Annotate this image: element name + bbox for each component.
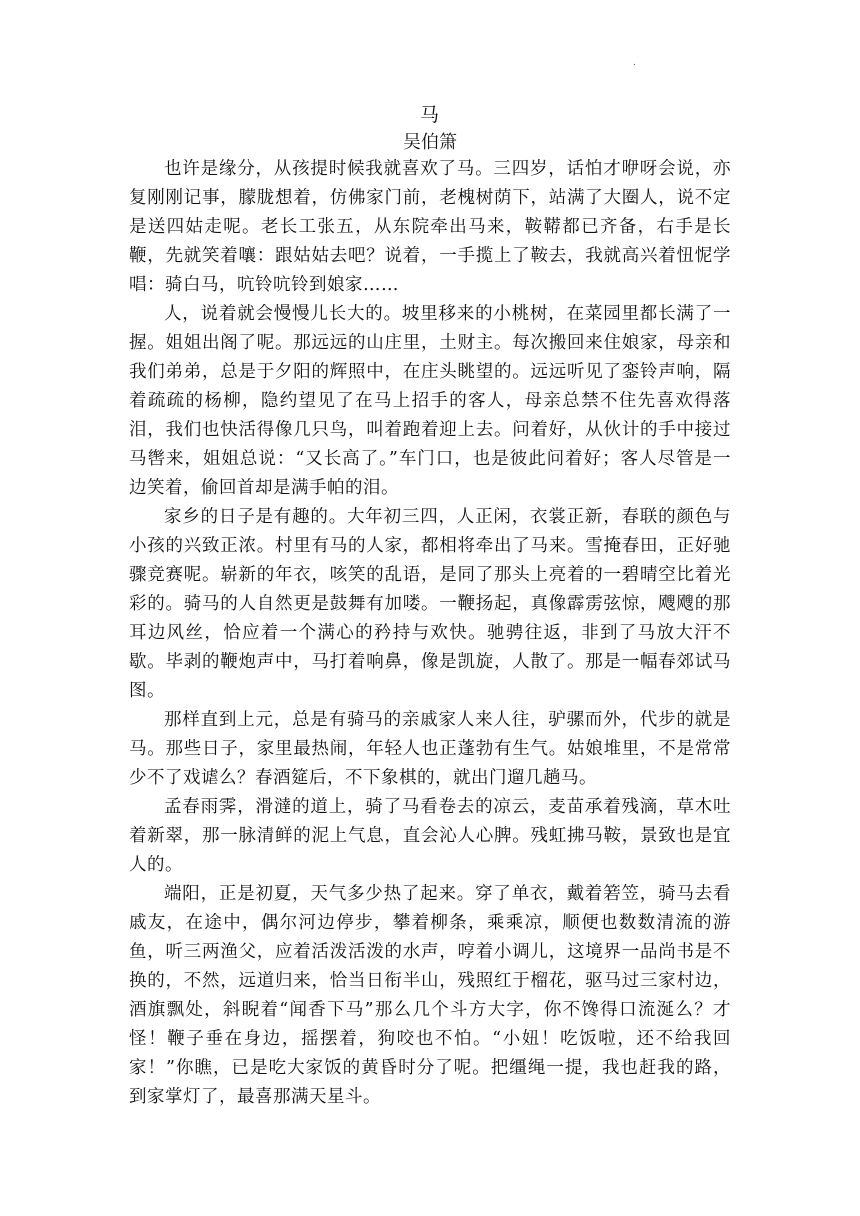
paragraph: 人，说着就会慢慢儿长大的。坡里移来的小桃树，在菜园里都长满了一握。姐姐出阁了呢。那远远的山庄里，土财主。每次搬回来住娘家，母亲和我们弟弟，总是于夕阳的辉照中，在庄头眺望的。远远听见了銮铃声响，隔着疏疏的杨柳，隐约望见了在马上招手的客人，母亲总禁不住先喜欢得落泪，我们也快活得像几只鸟，叫着跑着迎上去。问着好，从伙计的手中接过马辔来，姐姐总说：“又长高了。”车门口，也是彼此问着好；客人尽管是一边笑着，偷回首却是满手帕的泪。 <box>129 304 731 498</box>
paragraph: 孟春雨霁，滑澾的道上，骑了马看卷去的凉云，麦苗承着残滴，草木吐着新翠，那一脉清鲜的泥上气息，直会沁人心脾。残虹拂马鞍，景致也是宜人的。 <box>129 797 731 875</box>
document-body <box>129 100 731 1112</box>
paragraph: 端阳，正是初夏，天气多少热了起来。穿了单衣，戴着箬笠，骑马去看戚友，在途中，偶尔河边停步，攀着柳条，乘乘凉，顺便也数数清流的游鱼，听三两渔父，应着活泼活泼的水声，哼着小调儿，这境界一品尚书是不换的，不然，远道归来，恰当日衔半山，残照红于榴花，驱马过三家村边，酒旗飘处，斜睨着“闻香下马”那么几个斗方大字，你不馋得口流涎么？才怪！鞭子垂在身边，摇摆着，狗咬也不怕。“小妞！吃饭啦，还不给我回家！”你瞧，已是吃大家饭的黄昏时分了呢。把缰绳一提，我也赶我的路，到家掌灯了，最喜那满天星斗。 <box>129 884 731 1107</box>
paragraph: 那样直到上元，总是有骑马的亲戚家人来人往，驴骡而外，代步的就是马。那些日子，家里最热闹，年轻人也正蓬勃有生气。姑娘堆里，不是常常少不了戏谑么？春酒筵后，不下象棋的，就出门遛几趟马。 <box>129 710 731 788</box>
paragraph: 家乡的日子是有趣的。大年初三四，人正闲，衣裳正新，春联的颜色与小孩的兴致正浓。村里有马的人家，都相将牵出了马来。雪掩春田，正好驰骤竞赛呢。崭新的年衣，咳笑的乱语，是同了那头上亮着的一碧晴空比着光彩的。骑马的人自然更是鼓舞有加喽。一鞭扬起，真像霹雳弦惊，飕飕的那耳边风丝，恰应着一个满心的矜持与欢快。驰骋往返，非到了马放大汗不歇。毕剥的鞭炮声中，马打着响鼻，像是凯旋，人散了。那是一幅春郊试马图。 <box>129 507 731 701</box>
header-mark: . <box>633 58 636 68</box>
document-author: 吴伯箫 <box>403 132 457 153</box>
document-title: 马 <box>419 104 440 126</box>
paragraph: 也许是缘分，从孩提时候我就喜欢了马。三四岁，话怕才咿呀会说，亦复刚刚记事，朦胧想着，仿佛家门前，老槐树荫下，站满了大圈人，说不定是送四姑走呢。老长工张五，从东院牵出马来，鞍鞯都已齐备，右手是长鞭，先就笑着嚷：跟姑姑去吧？说着，一手揽上了鞍去，我就高兴着忸怩学唱：骑白马，吭铃吭铃到娘家…… <box>129 159 731 295</box>
